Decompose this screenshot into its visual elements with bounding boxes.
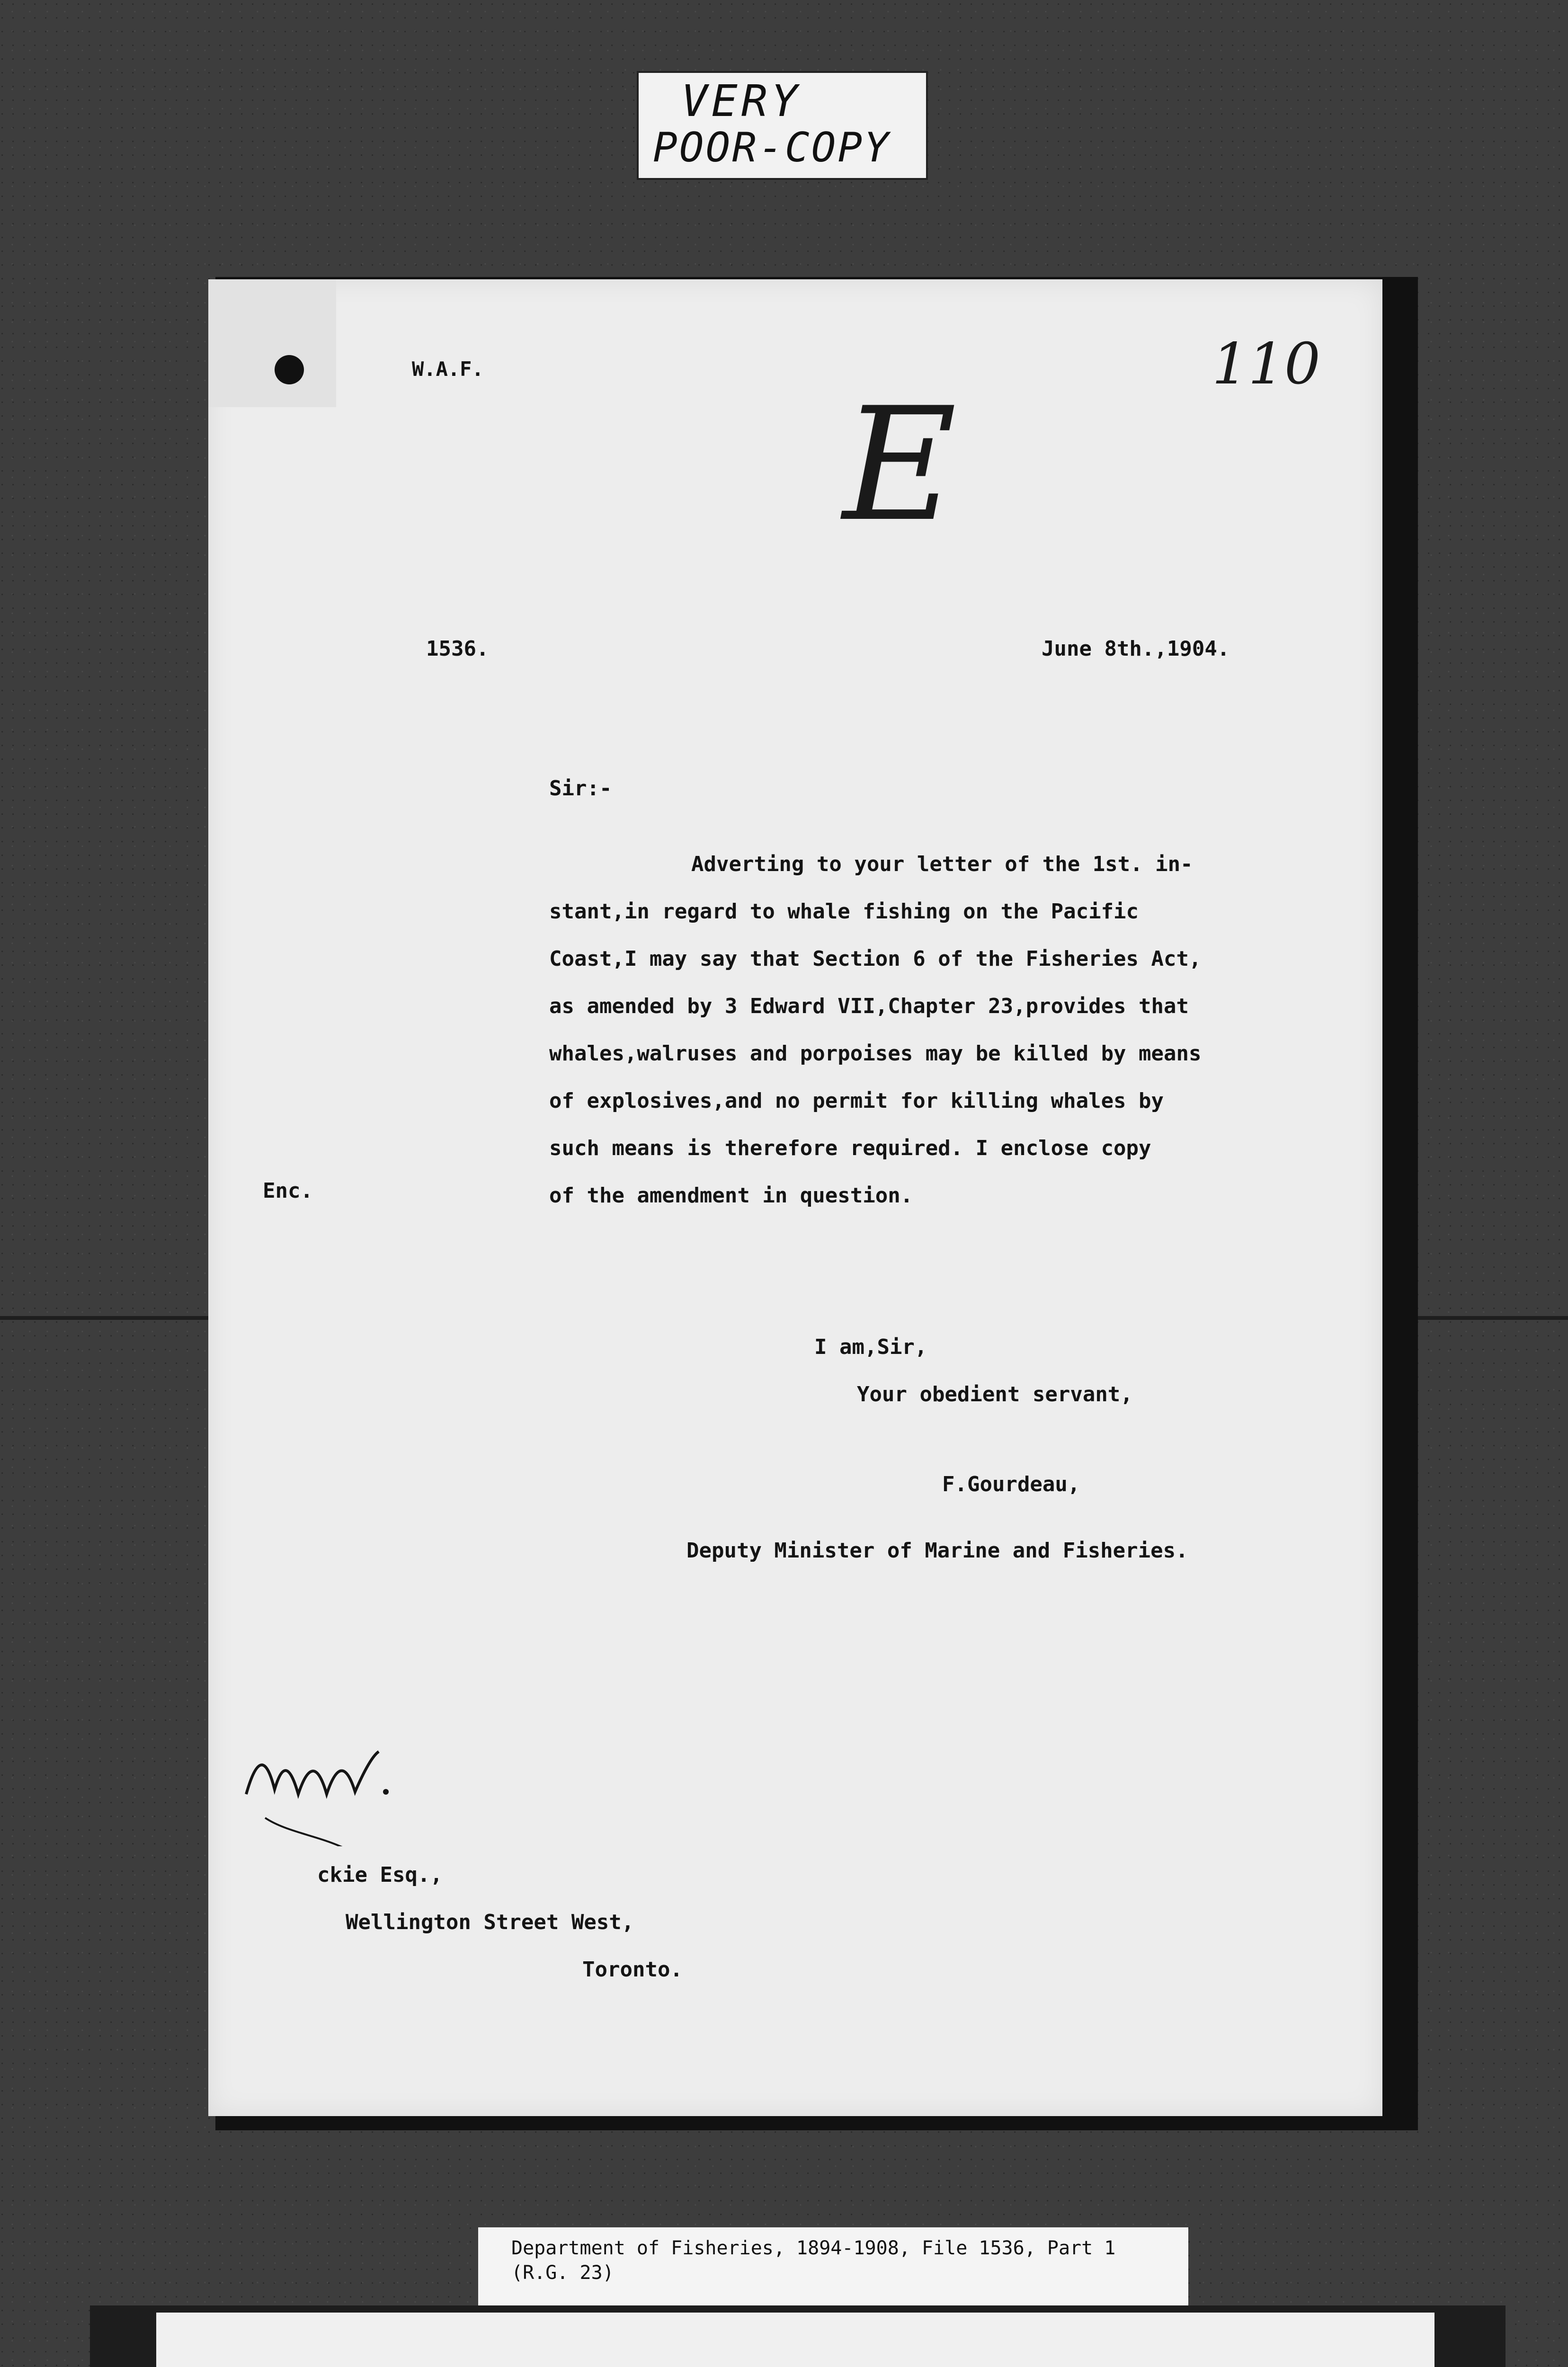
- body-line-3: Coast,I may say that Section 6 of the Fisheries Act,: [549, 947, 1202, 971]
- caption-line-1: Department of Fisheries, 1894-1908, File 1536, Part 1: [511, 2237, 1116, 2259]
- signatory-name: F.Gourdeau,: [942, 1472, 1080, 1496]
- paper-corner: [208, 279, 336, 407]
- salutation: Sir:-: [549, 776, 612, 801]
- body-line-8: of the amendment in question.: [549, 1184, 913, 1208]
- enclosure-note: Enc.: [263, 1179, 313, 1203]
- handwritten-initials-signature: [237, 1723, 417, 1846]
- tag-line-2: POOR-COPY: [653, 124, 891, 171]
- letter-date: June 8th.,1904.: [1042, 637, 1230, 661]
- body-line-4: as amended by 3 Edward VII,Chapter 23,provides that: [549, 994, 1189, 1018]
- signatory-title: Deputy Minister of Marine and Fisheries.: [686, 1539, 1188, 1563]
- public-archives-card: [156, 2313, 1434, 2367]
- letter-page: [208, 279, 1382, 2116]
- body-line-5: whales,walruses and porpoises may be killed by means: [549, 1041, 1202, 1066]
- file-number: 1536.: [426, 637, 489, 661]
- closing-line-2: Your obedient servant,: [857, 1382, 1133, 1406]
- body-line-7: such means is therefore required. I enclose copy: [549, 1136, 1151, 1160]
- body-line-1: Adverting to your letter of the 1st. in-: [691, 852, 1193, 876]
- address-line-3: Toronto.: [582, 1958, 683, 1982]
- tag-line-1: VERY: [681, 76, 802, 126]
- address-line-2: Wellington Street West,: [346, 1910, 634, 1934]
- caption-line-2: (R.G. 23): [511, 2262, 614, 2284]
- closing-line-1: I am,Sir,: [814, 1335, 927, 1359]
- file-mark: E: [843, 374, 957, 556]
- punch-hole-icon: [275, 355, 304, 384]
- body-line-6: of explosives,and no permit for killing whales by: [549, 1089, 1164, 1113]
- folio-number: 110: [1212, 331, 1321, 397]
- initials: W.A.F.: [412, 357, 484, 381]
- address-line-1: ckie Esq.,: [317, 1863, 443, 1887]
- poor-copy-tag: [637, 71, 928, 180]
- body-line-2: stant,in regard to whale fishing on the Pacific: [549, 899, 1139, 924]
- archive-caption: [478, 2227, 1188, 2310]
